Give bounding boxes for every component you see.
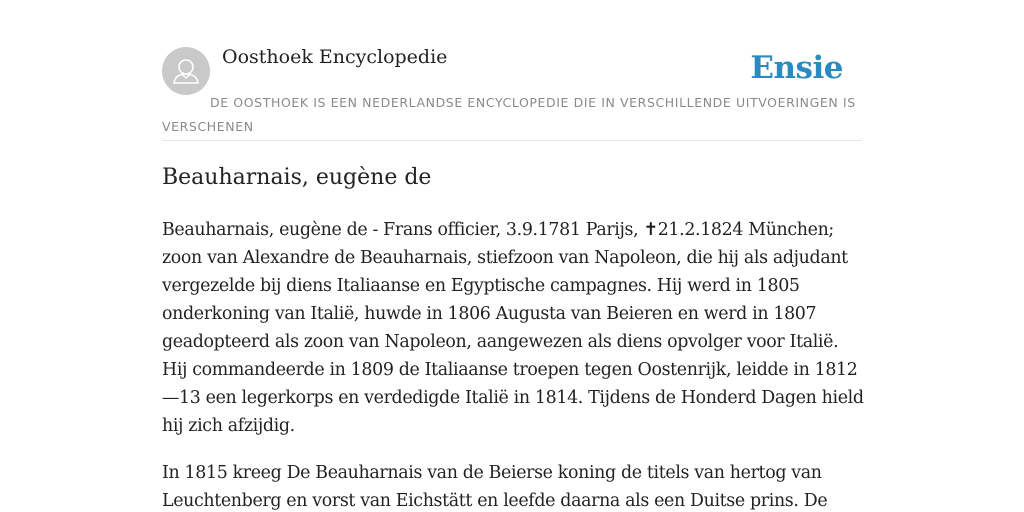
article <box>162 162 864 512</box>
site-name[interactable]: Oosthoek Encyclopedie <box>222 46 448 68</box>
avatar[interactable] <box>162 47 210 95</box>
user-icon <box>162 47 210 95</box>
site-header <box>162 40 862 141</box>
article-paragraph-2: In 1815 kreeg De Beauharnais van de Beierse koning de titels van hertog van Leuchtenberg en vorst van Eichstätt en leefde daarna als een Duitse prins. De <box>162 463 828 511</box>
page-title: Beauharnais, eugène de <box>162 165 432 190</box>
article-paragraph-1: Beauharnais, eugène de - Frans officier, 3.9.1781 Parijs, ✝21.2.1824 München; zoon van Alexandre de Beauharnais, stiefzoon van Napoleon, die hij als adjudant vergezelde bij diens Italiaanse en Egyptische campagnes. Hij werd in 1805 onderkoning van Italië, huwde in 1806 Augusta van Beieren en werd in 1807 geadopteerd als zoon van Napoleon, aangewezen als diens opvolger voor Italië. Hij commandeerde in 1809 de Italiaanse troepen tegen Oostenrijk, leidde in 1812—13 een legerkorps en verdedigde Italië in 1814. Tijdens de Honderd Dagen hield hij zich afzijdig. <box>162 220 864 436</box>
brand-logo[interactable]: Ensie <box>750 50 843 86</box>
site-tagline: DE OOSTHOEK IS EEN NEDERLANDSE ENCYCLOPEDIE DIE IN VERSCHILLENDE UITVOERINGEN IS VERSCHENEN <box>162 95 856 134</box>
